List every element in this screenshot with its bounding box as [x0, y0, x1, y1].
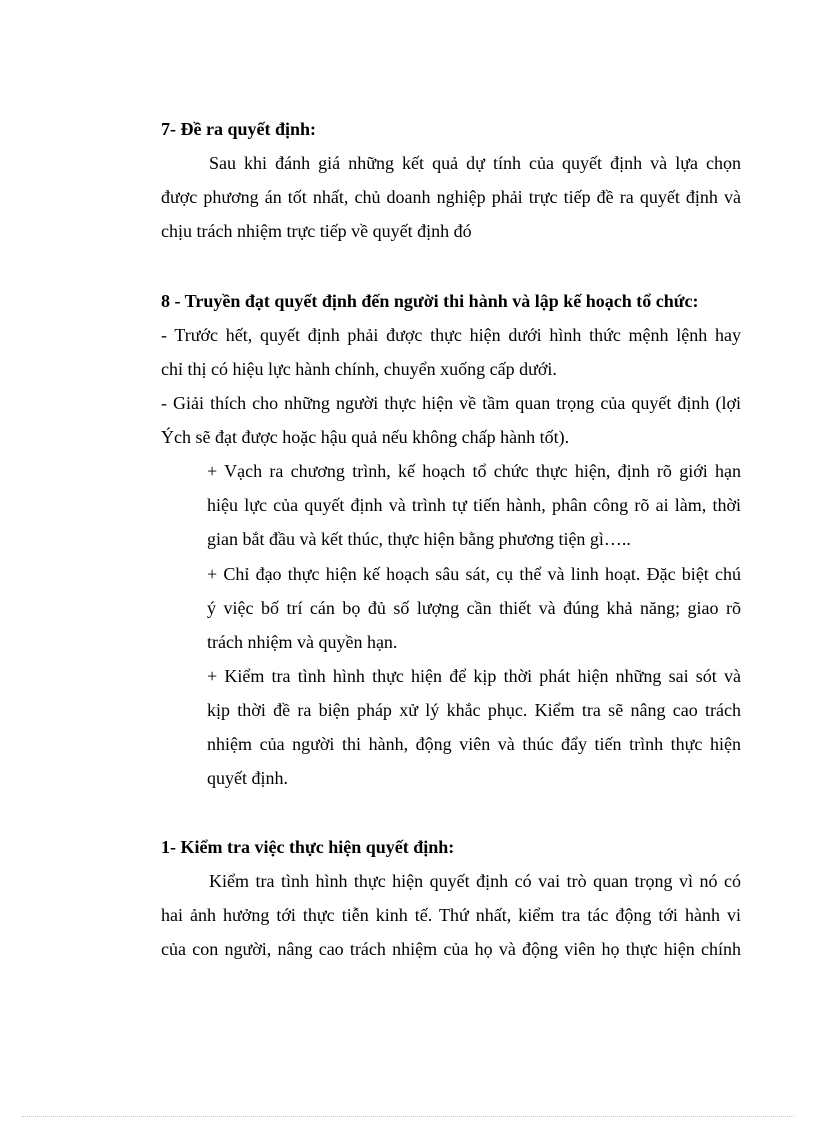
section-8-sub-line-4: + Chỉ đạo thực hiện kế hoạch sâu sát, cụ thể và linh hoạt. Đặc biệt chú [207, 564, 741, 584]
section-1-line-3: của con người, nâng cao trách nhiệm của họ và động viên họ thực hiện chính [161, 939, 741, 959]
section-8-sub-line-1: + Vạch ra chương trình, kế hoạch tổ chức thực hiện, định rõ giới hạn [207, 461, 741, 481]
section-8-line-4: Ých sẽ đạt được hoặc hậu quả nếu không chấp hành tốt). [161, 427, 570, 447]
section-8-line-3: - Giải thích cho những người thực hiện về tầm quan trọng của quyết định (lợi [161, 393, 741, 413]
section-8-sub-line-10: quyết định. [207, 768, 288, 788]
section-8-sub-line-3: gian bắt đầu và kết thúc, thực hiện bằng phương tiện gì….. [207, 529, 631, 549]
section-8-line-1: - Trước hết, quyết định phải được thực hiện dưới hình thức mệnh lệnh hay [161, 325, 741, 345]
section-8-sub-line-5: ý việc bố trí cán bọ đủ số lượng cần thiết và đúng khả năng; giao rõ [207, 598, 741, 618]
page-bottom-divider [22, 1116, 794, 1117]
section-1-line-2: hai ảnh hưởng tới thực tiễn kinh tế. Thứ nhất, kiểm tra tác động tới hành vi [161, 905, 741, 925]
section-8-sub-line-8: kịp thời đề ra biện pháp xử lý khắc phục. Kiểm tra sẽ nâng cao trách [207, 700, 741, 720]
section-1-heading: 1- Kiểm tra việc thực hiện quyết định: [161, 837, 455, 857]
section-8-sub-line-6: trách nhiệm và quyền hạn. [207, 632, 398, 652]
section-1-line-1: Kiểm tra tình hình thực hiện quyết định có vai trò quan trọng vì nó có [209, 871, 741, 891]
section-7-heading: 7- Đề ra quyết định: [161, 119, 317, 139]
section-8-sub-line-9: nhiệm của người thi hành, động viên và thúc đẩy tiến trình thực hiện [207, 734, 741, 754]
section-7-line-3: chịu trách nhiệm trực tiếp về quyết định đó [161, 221, 472, 241]
section-8-heading: 8 - Truyền đạt quyết định đến người thi hành và lập kế hoạch tổ chức: [161, 291, 699, 311]
section-7-line-2: được phương án tốt nhất, chủ doanh nghiệp phải trực tiếp đề ra quyết định và [161, 187, 741, 207]
section-8-sub-line-2: hiệu lực của quyết định và trình tự tiến hành, phân công rõ ai làm, thời [207, 495, 741, 515]
section-8-line-2: chỉ thị có hiệu lực hành chính, chuyển xuống cấp dưới. [161, 359, 557, 379]
section-8-sub-line-7: + Kiểm tra tình hình thực hiện để kịp thời phát hiện những sai sót và [207, 666, 741, 686]
section-7-line-1: Sau khi đánh giá những kết quả dự tính của quyết định và lựa chọn [209, 153, 741, 173]
